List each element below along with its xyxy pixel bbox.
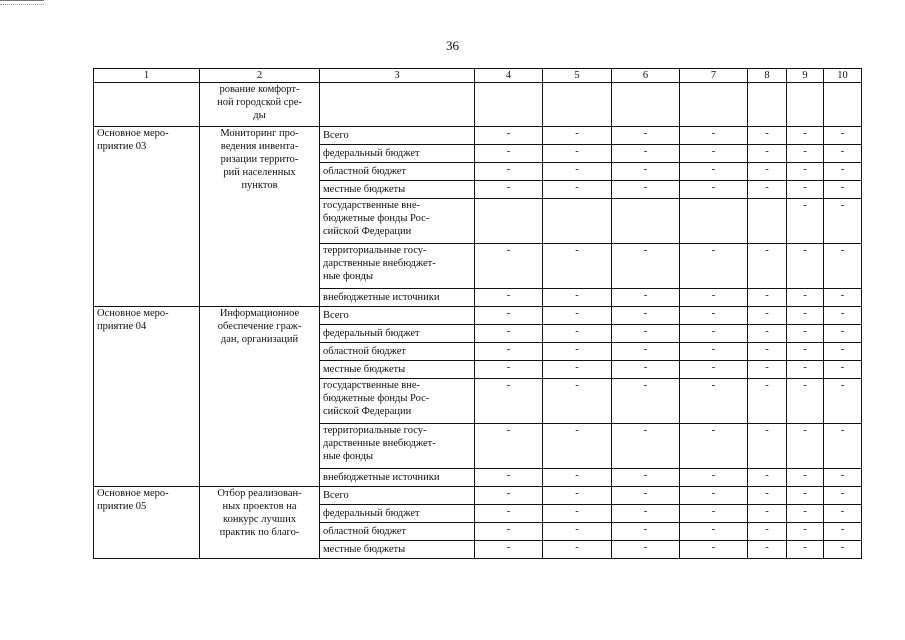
empty-value-dash: - — [765, 524, 769, 535]
empty-value-dash: - — [506, 524, 511, 535]
empty-value-dash: - — [711, 425, 716, 436]
value-cell — [748, 181, 787, 199]
funding-table — [93, 68, 862, 559]
empty-value-dash: - — [711, 344, 716, 355]
empty-value-dash: - — [711, 164, 716, 175]
funding-source-cell: федеральный бюджет — [320, 145, 475, 163]
value-cell — [824, 361, 862, 379]
funding-source-cell: государственные вне- бюджетные фонды Рос- сийской Федерации — [320, 379, 475, 424]
funding-source-cell: Всего — [320, 127, 475, 145]
value-cell — [824, 469, 862, 487]
value-cell — [612, 244, 680, 289]
value-cell — [787, 487, 824, 505]
empty-value-dash: - — [711, 524, 716, 535]
empty-value-dash: - — [803, 362, 807, 373]
empty-value-dash: - — [643, 470, 648, 481]
value-cell — [748, 145, 787, 163]
value-cell — [748, 541, 787, 559]
measure-cell — [94, 83, 200, 127]
empty-value-dash: - — [765, 182, 769, 193]
column-header: 1 — [94, 69, 200, 83]
measure-title-cell: рование комфорт- ной городской сре- ды — [200, 83, 320, 127]
empty-value-dash: - — [711, 290, 716, 301]
empty-value-dash: - — [575, 164, 579, 175]
value-cell — [748, 487, 787, 505]
value-cell — [475, 487, 543, 505]
value-cell — [787, 181, 824, 199]
column-header: 4 — [475, 69, 543, 83]
empty-value-dash: - — [765, 245, 769, 256]
empty-value-dash: - — [840, 524, 845, 535]
measure-cell: Основное меро- приятие 05 — [94, 487, 200, 559]
column-header: 7 — [680, 69, 748, 83]
empty-value-dash: - — [765, 326, 769, 337]
value-cell — [824, 541, 862, 559]
column-header: 3 — [320, 69, 475, 83]
value-cell — [475, 343, 543, 361]
value-cell — [748, 244, 787, 289]
value-cell — [475, 307, 543, 325]
value-cell — [680, 307, 748, 325]
measure-title-cell: Информационное обеспечение граж- дан, организаций — [200, 307, 320, 487]
empty-value-dash: - — [575, 362, 579, 373]
value-cell — [475, 289, 543, 307]
empty-value-dash: - — [803, 128, 807, 139]
empty-value-dash: - — [840, 488, 845, 499]
value-cell — [543, 163, 612, 181]
empty-value-dash: - — [711, 488, 716, 499]
empty-value-dash: - — [575, 245, 579, 256]
value-cell — [748, 199, 787, 244]
empty-value-dash: - — [506, 488, 511, 499]
empty-value-dash: - — [643, 488, 648, 499]
column-header: 10 — [824, 69, 862, 83]
empty-value-dash: - — [506, 344, 511, 355]
empty-value-dash: - — [575, 488, 579, 499]
empty-value-dash: - — [575, 425, 579, 436]
value-cell — [543, 199, 612, 244]
empty-value-dash: - — [711, 542, 716, 553]
value-cell — [680, 145, 748, 163]
value-cell — [612, 163, 680, 181]
value-cell — [748, 424, 787, 469]
measure-title-cell: Мониторинг про- ведения инвента- ризации террито- рий населенных пунктов — [200, 127, 320, 307]
value-cell — [748, 163, 787, 181]
empty-value-dash: - — [643, 128, 648, 139]
value-cell — [543, 181, 612, 199]
empty-value-dash: - — [711, 362, 716, 373]
empty-value-dash: - — [765, 146, 769, 157]
empty-value-dash: - — [840, 164, 845, 175]
value-cell — [680, 83, 748, 127]
value-cell — [748, 83, 787, 127]
measure-title-cell: Отбор реализован- ных проектов на конкурс лучших практик по благо- — [200, 487, 320, 559]
value-cell — [475, 145, 543, 163]
value-cell — [612, 181, 680, 199]
empty-value-dash: - — [803, 524, 807, 535]
funding-source-cell: Всего — [320, 487, 475, 505]
empty-value-dash: - — [840, 344, 845, 355]
value-cell — [543, 487, 612, 505]
value-cell — [824, 127, 862, 145]
empty-value-dash: - — [711, 146, 716, 157]
value-cell — [612, 379, 680, 424]
funding-source-cell: местные бюджеты — [320, 181, 475, 199]
empty-value-dash: - — [765, 542, 769, 553]
value-cell — [543, 289, 612, 307]
value-cell — [748, 379, 787, 424]
empty-value-dash: - — [803, 344, 807, 355]
value-cell — [787, 541, 824, 559]
empty-value-dash: - — [803, 164, 807, 175]
empty-value-dash: - — [803, 182, 807, 193]
empty-value-dash: - — [506, 362, 511, 373]
empty-value-dash: - — [575, 146, 579, 157]
value-cell — [787, 163, 824, 181]
value-cell — [787, 199, 824, 244]
empty-value-dash: - — [506, 380, 511, 391]
empty-value-dash: - — [803, 542, 807, 553]
empty-value-dash: - — [840, 146, 845, 157]
empty-value-dash: - — [765, 506, 769, 517]
empty-value-dash: - — [575, 506, 579, 517]
empty-value-dash: - — [803, 326, 807, 337]
value-cell — [680, 325, 748, 343]
value-cell — [680, 289, 748, 307]
funding-source-cell: территориальные госу- дарственные внебюджет- ные фонды — [320, 244, 475, 289]
value-cell — [612, 541, 680, 559]
value-cell — [748, 325, 787, 343]
empty-value-dash: - — [575, 470, 579, 481]
value-cell — [543, 541, 612, 559]
value-cell — [824, 325, 862, 343]
page-number: 36 — [446, 38, 459, 53]
continuation-row — [94, 83, 862, 127]
table-row — [94, 127, 862, 145]
empty-value-dash: - — [506, 146, 511, 157]
value-cell — [787, 343, 824, 361]
value-cell — [543, 325, 612, 343]
empty-value-dash: - — [803, 470, 807, 481]
empty-value-dash: - — [643, 146, 648, 157]
empty-value-dash: - — [643, 362, 648, 373]
funding-source-cell: государственные вне- бюджетные фонды Рос- сийской Федерации — [320, 199, 475, 244]
value-cell — [612, 289, 680, 307]
value-cell — [680, 199, 748, 244]
funding-source-cell: Всего — [320, 307, 475, 325]
value-cell — [475, 424, 543, 469]
value-cell — [680, 541, 748, 559]
value-cell — [787, 145, 824, 163]
value-cell — [787, 379, 824, 424]
value-cell — [612, 199, 680, 244]
empty-value-dash: - — [840, 425, 845, 436]
empty-value-dash: - — [765, 425, 769, 436]
value-cell — [824, 289, 862, 307]
empty-value-dash: - — [643, 344, 648, 355]
value-cell — [543, 343, 612, 361]
value-cell — [543, 83, 612, 127]
measure-cell: Основное меро- приятие 03 — [94, 127, 200, 307]
value-cell — [680, 379, 748, 424]
empty-value-dash: - — [840, 245, 845, 256]
empty-value-dash: - — [506, 506, 511, 517]
value-cell — [543, 424, 612, 469]
value-cell — [824, 379, 862, 424]
empty-value-dash: - — [575, 326, 579, 337]
column-header: 8 — [748, 69, 787, 83]
value-cell — [787, 505, 824, 523]
value-cell — [824, 424, 862, 469]
value-cell — [748, 307, 787, 325]
empty-value-dash: - — [803, 308, 807, 319]
value-cell — [680, 505, 748, 523]
value-cell — [612, 127, 680, 145]
measure-cell: Основное меро- приятие 04 — [94, 307, 200, 487]
value-cell — [824, 83, 862, 127]
funding-source-cell: внебюджетные источники — [320, 469, 475, 487]
empty-value-dash: - — [643, 524, 648, 535]
value-cell — [787, 361, 824, 379]
value-cell — [787, 325, 824, 343]
empty-value-dash: - — [840, 380, 845, 391]
empty-value-dash: - — [506, 128, 511, 139]
value-cell — [824, 487, 862, 505]
empty-value-dash: - — [575, 182, 579, 193]
empty-value-dash: - — [711, 326, 716, 337]
value-cell — [612, 487, 680, 505]
value-cell — [475, 469, 543, 487]
value-cell — [748, 127, 787, 145]
empty-value-dash: - — [711, 470, 716, 481]
empty-value-dash: - — [506, 290, 511, 301]
empty-value-dash: - — [643, 542, 648, 553]
empty-value-dash: - — [840, 506, 845, 517]
value-cell — [475, 127, 543, 145]
empty-value-dash: - — [506, 326, 511, 337]
value-cell — [475, 163, 543, 181]
funding-source-cell: областной бюджет — [320, 163, 475, 181]
header-row — [94, 69, 862, 83]
empty-value-dash: - — [643, 425, 648, 436]
value-cell — [612, 424, 680, 469]
value-cell — [543, 379, 612, 424]
empty-value-dash: - — [506, 425, 511, 436]
value-cell — [787, 469, 824, 487]
value-cell — [824, 163, 862, 181]
value-cell — [824, 145, 862, 163]
value-cell — [543, 145, 612, 163]
value-cell — [612, 505, 680, 523]
value-cell — [748, 343, 787, 361]
funding-source-cell: федеральный бюджет — [320, 325, 475, 343]
empty-value-dash: - — [711, 245, 716, 256]
value-cell — [475, 523, 543, 541]
value-cell — [475, 505, 543, 523]
column-header: 6 — [612, 69, 680, 83]
value-cell — [680, 424, 748, 469]
empty-value-dash: - — [643, 326, 648, 337]
empty-value-dash: - — [575, 290, 579, 301]
value-cell — [748, 523, 787, 541]
empty-value-dash: - — [711, 308, 716, 319]
value-cell — [475, 361, 543, 379]
empty-value-dash: - — [840, 542, 845, 553]
value-cell — [787, 127, 824, 145]
funding-source-cell: федеральный бюджет — [320, 505, 475, 523]
value-cell — [543, 505, 612, 523]
empty-value-dash: - — [803, 290, 807, 301]
empty-value-dash: - — [643, 506, 648, 517]
table-row — [94, 487, 862, 505]
value-cell — [748, 469, 787, 487]
empty-value-dash: - — [803, 380, 807, 391]
empty-value-dash: - — [711, 128, 716, 139]
value-cell — [612, 145, 680, 163]
empty-value-dash: - — [506, 470, 511, 481]
value-cell — [612, 325, 680, 343]
value-cell — [787, 244, 824, 289]
empty-value-dash: - — [803, 200, 807, 211]
empty-value-dash: - — [506, 164, 511, 175]
value-cell — [787, 289, 824, 307]
empty-value-dash: - — [765, 344, 769, 355]
empty-value-dash: - — [803, 488, 807, 499]
value-cell — [824, 523, 862, 541]
value-cell — [543, 307, 612, 325]
empty-value-dash: - — [840, 470, 845, 481]
funding-source-cell: областной бюджет — [320, 343, 475, 361]
value-cell — [475, 541, 543, 559]
value-cell — [612, 469, 680, 487]
empty-value-dash: - — [765, 164, 769, 175]
value-cell — [824, 199, 862, 244]
value-cell — [475, 325, 543, 343]
column-header: 5 — [543, 69, 612, 83]
empty-value-dash: - — [643, 290, 648, 301]
value-cell — [748, 289, 787, 307]
value-cell — [748, 361, 787, 379]
empty-value-dash: - — [840, 200, 845, 211]
empty-value-dash: - — [506, 182, 511, 193]
empty-value-dash: - — [575, 542, 579, 553]
empty-value-dash: - — [840, 128, 845, 139]
value-cell — [543, 361, 612, 379]
empty-value-dash: - — [840, 182, 845, 193]
funding-source-cell: территориальные госу- дарственные внебюджет- ные фонды — [320, 424, 475, 469]
value-cell — [612, 307, 680, 325]
empty-value-dash: - — [803, 425, 807, 436]
value-cell — [787, 83, 824, 127]
empty-value-dash: - — [840, 308, 845, 319]
empty-value-dash: - — [575, 128, 579, 139]
value-cell — [824, 307, 862, 325]
empty-value-dash: - — [765, 362, 769, 373]
value-cell — [543, 469, 612, 487]
value-cell — [824, 244, 862, 289]
empty-value-dash: - — [765, 470, 769, 481]
value-cell — [543, 244, 612, 289]
value-cell — [824, 181, 862, 199]
value-cell — [680, 127, 748, 145]
value-cell — [680, 469, 748, 487]
empty-value-dash: - — [803, 245, 807, 256]
empty-value-dash: - — [643, 182, 648, 193]
empty-value-dash: - — [506, 308, 511, 319]
empty-value-dash: - — [803, 506, 807, 517]
empty-value-dash: - — [765, 380, 769, 391]
value-cell — [475, 199, 543, 244]
empty-value-dash: - — [765, 290, 769, 301]
value-cell — [680, 361, 748, 379]
empty-value-dash: - — [575, 380, 579, 391]
value-cell — [787, 424, 824, 469]
value-cell — [475, 244, 543, 289]
value-cell — [680, 523, 748, 541]
empty-value-dash: - — [506, 542, 511, 553]
value-cell — [680, 487, 748, 505]
funding-source-cell: местные бюджеты — [320, 361, 475, 379]
funding-source-cell: местные бюджеты — [320, 541, 475, 559]
value-cell — [787, 523, 824, 541]
value-cell — [612, 83, 680, 127]
empty-value-dash: - — [840, 326, 845, 337]
value-cell — [612, 361, 680, 379]
empty-value-dash: - — [643, 308, 648, 319]
value-cell — [612, 523, 680, 541]
value-cell — [680, 343, 748, 361]
empty-value-dash: - — [575, 344, 579, 355]
funding-source-cell: областной бюджет — [320, 523, 475, 541]
value-cell — [748, 505, 787, 523]
value-cell — [680, 181, 748, 199]
table-row — [94, 307, 862, 325]
empty-value-dash: - — [643, 380, 648, 391]
empty-value-dash: - — [575, 524, 579, 535]
empty-value-dash: - — [711, 182, 716, 193]
value-cell — [320, 83, 475, 127]
value-cell — [787, 307, 824, 325]
column-header: 2 — [200, 69, 320, 83]
value-cell — [680, 163, 748, 181]
empty-value-dash: - — [765, 128, 769, 139]
empty-value-dash: - — [765, 308, 769, 319]
empty-value-dash: - — [711, 506, 716, 517]
scan-corner-mark — [0, 0, 44, 5]
empty-value-dash: - — [840, 290, 845, 301]
value-cell — [543, 127, 612, 145]
empty-value-dash: - — [711, 380, 716, 391]
column-header: 9 — [787, 69, 824, 83]
empty-value-dash: - — [765, 488, 769, 499]
value-cell — [824, 505, 862, 523]
empty-value-dash: - — [803, 146, 807, 157]
empty-value-dash: - — [506, 245, 511, 256]
empty-value-dash: - — [643, 164, 648, 175]
value-cell — [680, 244, 748, 289]
empty-value-dash: - — [840, 362, 845, 373]
funding-source-cell: внебюджетные источники — [320, 289, 475, 307]
value-cell — [475, 83, 543, 127]
empty-value-dash: - — [643, 245, 648, 256]
value-cell — [612, 343, 680, 361]
empty-value-dash: - — [575, 308, 579, 319]
value-cell — [824, 343, 862, 361]
value-cell — [475, 379, 543, 424]
value-cell — [475, 181, 543, 199]
value-cell — [543, 523, 612, 541]
